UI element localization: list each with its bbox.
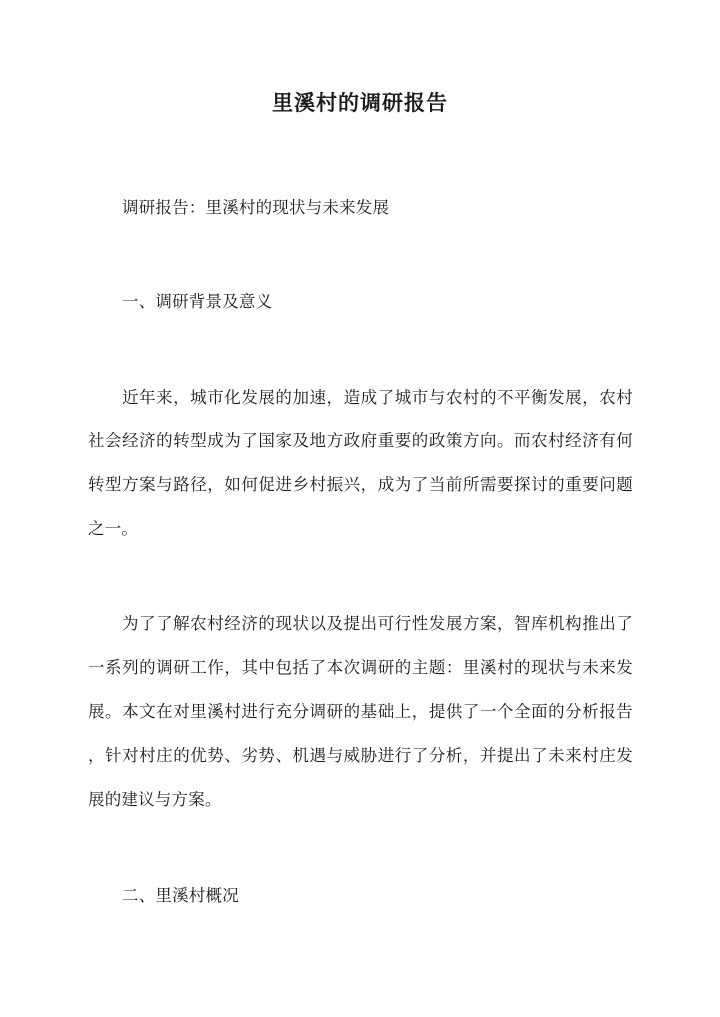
section-heading-overview: 二、里溪村概况: [122, 886, 239, 905]
paragraph-line: 之一。: [88, 519, 139, 538]
paragraph-line: 展。本文在对里溪村进行充分调研的基础上，提供了一个全面的分析报告: [88, 702, 633, 721]
paragraph-line: 展的建议与方案。: [88, 790, 222, 809]
section-heading-background: 一、调研背景及意义: [122, 292, 273, 311]
paragraph-line: ，针对村庄的优势、劣势、机遇与威胁进行了分析，并提出了未来村庄发: [88, 746, 633, 765]
paragraph-line: 社会经济的转型成为了国家及地方政府重要的政策方向。而农村经济有何: [88, 431, 633, 450]
paragraph-line: 为了了解农村经济的现状以及提出可行性发展方案，智库机构推出了: [122, 614, 633, 633]
document-title: 里溪村的调研报告: [272, 90, 448, 115]
paragraph-line: 近年来，城市化发展的加速，造成了城市与农村的不平衡发展，农村: [122, 388, 633, 407]
report-subtitle: 调研报告：里溪村的现状与未来发展: [122, 198, 390, 217]
paragraph-line: 一系列的调研工作，其中包括了本次调研的主题：里溪村的现状与未来发: [88, 658, 633, 677]
paragraph-line: 转型方案与路径，如何促进乡村振兴，成为了当前所需要探讨的重要问题: [88, 475, 633, 494]
